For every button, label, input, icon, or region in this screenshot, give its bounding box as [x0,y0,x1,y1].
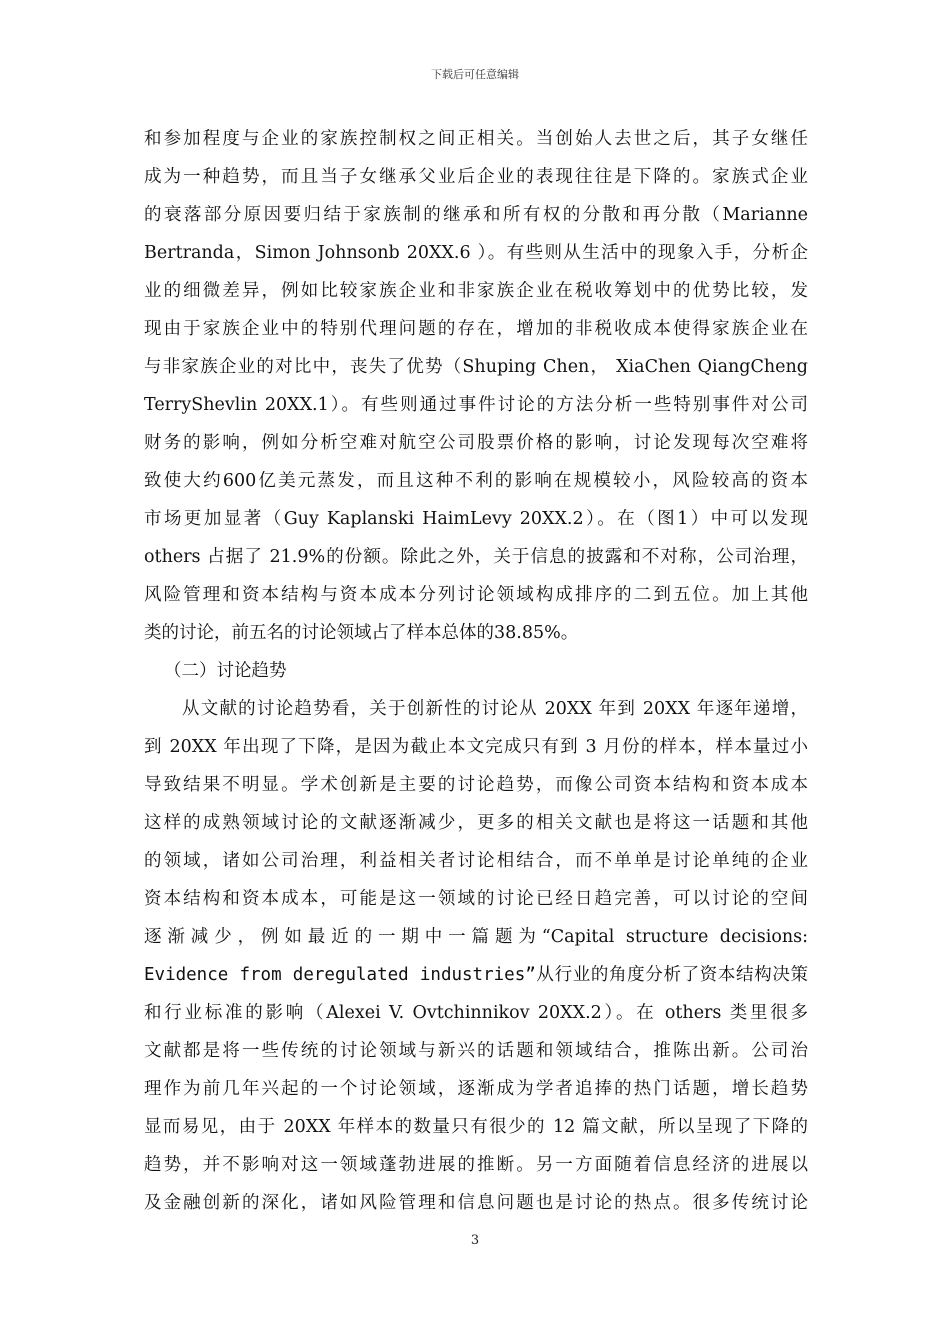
paragraph-line: 文献都是将一些传统的讨论领域与新兴的话题和领域结合，推陈出新。公司治 [144,1041,808,1061]
paragraph-line: 逐渐减少，例如最近的一期中一篇题为“Capital structure decisions: [144,927,808,947]
page-header: 下载后可任意编辑 [431,68,519,81]
paragraph-line: 现由于家族企业中的特别代理问题的存在，增加的非税收成本使得家族企业在 [144,319,808,339]
paragraph-line: 理作为前几年兴起的一个讨论领域，逐渐成为学者追捧的热门话题，增长趋势 [144,1079,808,1099]
paragraph-line: 成为一种趋势，而且当子女继承父业后企业的表现往往是下降的。家族式企业 [144,167,808,187]
paragraph-line: 致使大约600亿美元蒸发，而且这种不利的影响在规模较小，风险较高的资本 [144,471,808,491]
paragraph-line: 与非家族企业的对比中，丧失了优势（Shuping Chen， XiaChen QiangCheng [144,357,808,377]
paragraph-line: TerryShevlin 20XX.1）。有些则通过事件讨论的方法分析一些特别事件对公司 [144,395,808,415]
paragraph-line: others 占据了 21.9%的份额。除此之外，关于信息的披露和不对称，公司治理， [144,547,808,567]
paragraph-line: 显而易见，由于 20XX 年样本的数量只有很少的 12 篇文献，所以呈现了下降的 [144,1117,808,1137]
paragraph-line-first: 从文献的讨论趋势看，关于创新性的讨论从 20XX 年到 20XX 年逐年递增， [182,699,808,719]
page-number: 3 [470,1233,480,1248]
paragraph-line-last: 类的讨论，前五名的讨论领域占了样本总体的38.85%。 [144,623,579,643]
paragraph-line: 的领域，诸如公司治理，利益相关者讨论相结合，而不单单是讨论单纯的企业 [144,851,808,871]
paragraph-line: 的衰落部分原因要归结于家族制的继承和所有权的分散和再分散（Marianne [144,205,808,225]
paragraph-line: 财务的影响，例如分析空难对航空公司股票价格的影响，讨论发现每次空难将 [144,433,808,453]
paragraph-line: 业的细微差异，例如比较家族企业和非家族企业在税收筹划中的优势比较，发 [144,281,808,301]
paragraph-line: 风险管理和资本结构与资本成本分列讨论领域构成排序的二到五位。加上其他 [144,585,808,605]
paragraph-line: 这样的成熟领域讨论的文献逐渐减少，更多的相关文献也是将这一话题和其他 [144,813,808,833]
paragraph-line: 及金融创新的深化，诸如风险管理和信息问题也是讨论的热点。很多传统讨论 [144,1193,808,1213]
body-text [144,120,808,1222]
paragraph-line: 和参加程度与企业的家族控制权之间正相关。当创始人去世之后，其子女继任 [144,129,808,149]
paragraph-line: 市场更加显著（Guy Kaplanski HaimLevy 20XX.2）。在（图1）中可以发现 [144,509,808,529]
paragraph-line: Bertranda，Simon Johnsonb 20XX.6 ）。有些则从生活中的现象入手，分析企 [144,243,808,263]
paragraph-line: 导致结果不明显。学术创新是主要的讨论趋势，而像公司资本结构和资本成本 [144,775,808,795]
paragraph-line: 和行业标准的影响（Alexei V. Ovtchinnikov 20XX.2）。在 others 类里很多 [144,1003,808,1023]
section-heading: （二）讨论趋势 [164,661,287,681]
paragraph-line: 资本结构和资本成本，可能是这一领域的讨论已经日趋完善，可以讨论的空间 [144,889,808,909]
paragraph-line: Evidence from deregulated industries”从行业的角度分析了资本结构决策 [144,965,808,985]
paragraph-line: 到 20XX 年出现了下降，是因为截止本文完成只有到 3 月份的样本，样本量过小 [144,737,808,757]
paragraph-line: 趋势，并不影响对这一领域蓬勃进展的推断。另一方面随着信息经济的进展以 [144,1155,808,1175]
